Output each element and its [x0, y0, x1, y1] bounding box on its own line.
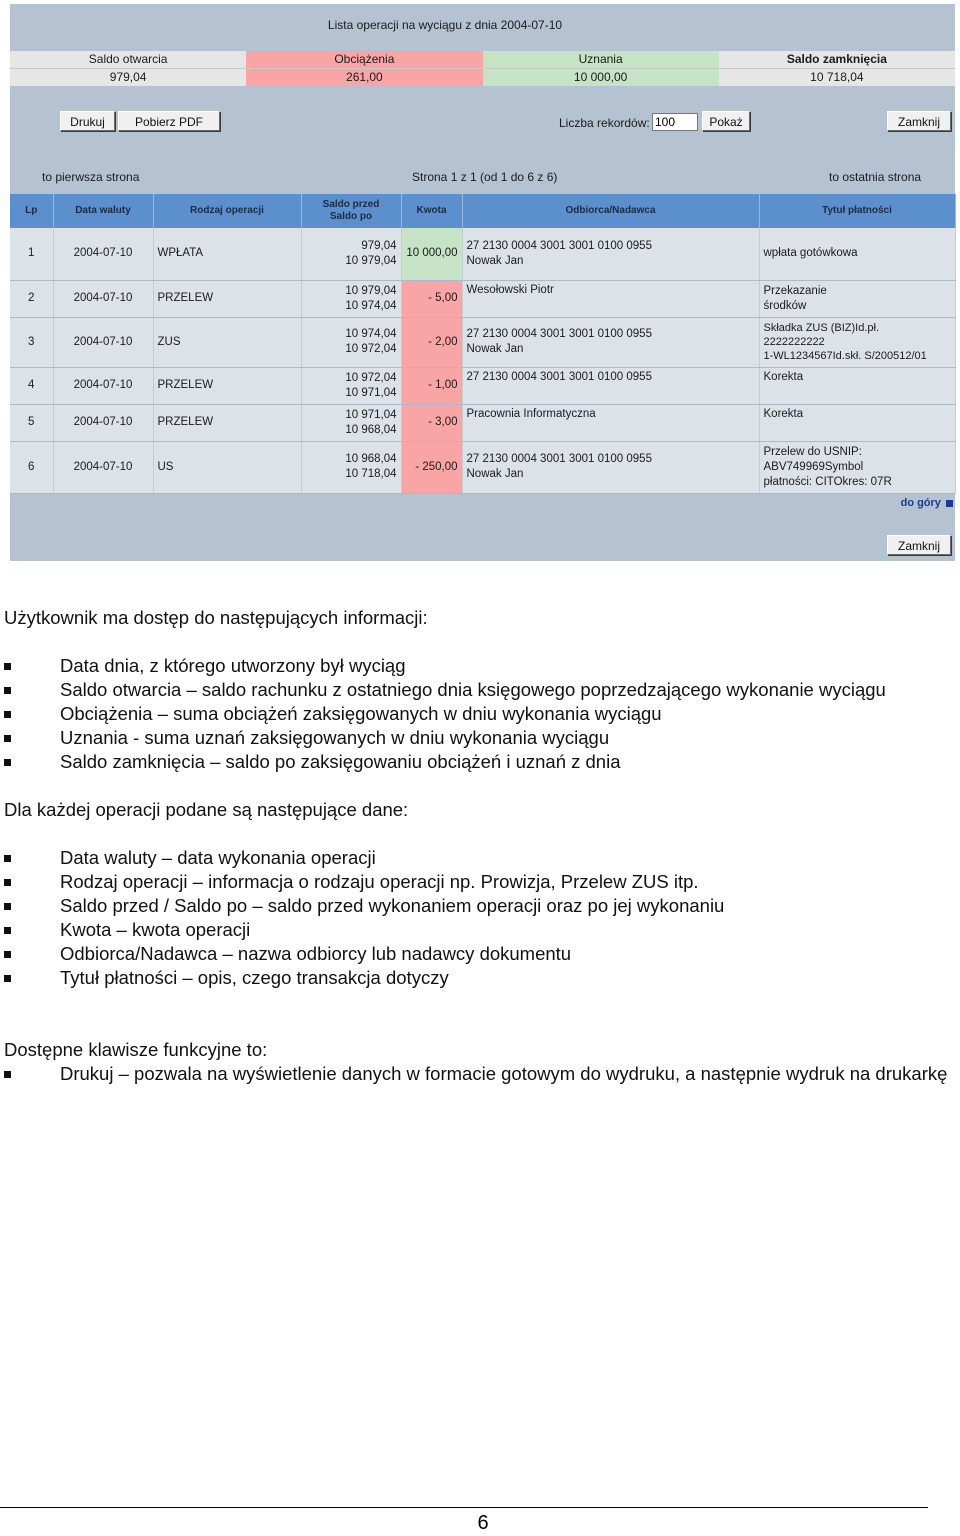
cell-date: 2004-07-10	[53, 228, 153, 280]
bullet-icon	[4, 975, 11, 982]
cell-amount: - 250,00	[401, 441, 462, 493]
bullet-icon	[4, 687, 11, 694]
scroll-top-label: do góry	[900, 497, 941, 509]
table-row[interactable]	[10, 367, 955, 404]
list-item: Saldo przed / Saldo po – saldo przed wykonaniem operacji oraz po jej wykonaniu	[4, 894, 954, 918]
list-item: Drukuj – pozwala na wyświetlenie danych w formacie gotowym do wydruku, a następnie wydruk na drukarkę	[4, 1062, 954, 1086]
cell-title: Przelew do USNIP: ABV749969Symbol płatności: CITOkres: 07R	[759, 441, 955, 493]
summary-header-debits: Obciążenia	[246, 51, 482, 68]
cell-party: 27 2130 0004 3001 3001 0100 0955 Nowak Jan	[462, 441, 759, 493]
summary-value-credits: 10 000,00	[483, 69, 719, 86]
cell-date: 2004-07-10	[53, 404, 153, 441]
cell-type: ZUS	[153, 317, 301, 367]
page-info: Strona 1 z 1 (od 1 do 6 z 6)	[412, 170, 558, 184]
cell-type: PRZELEW	[153, 367, 301, 404]
cell-amount: - 3,00	[401, 404, 462, 441]
cell-saldo: 10 971,04 10 968,04	[301, 404, 401, 441]
cell-saldo: 10 979,04 10 974,04	[301, 280, 401, 317]
list-item: Saldo zamknięcia – saldo po zaksięgowaniu obciążeń i uznań z dnia	[4, 750, 954, 774]
close-button-bottom[interactable]: Zamknij	[887, 535, 951, 555]
list-item: Obciążenia – suma obciążeń zaksięgowanych w dniu wykonania wyciągu	[4, 702, 954, 726]
window-title: Lista operacji na wyciągu z dnia 2004-07-10	[327, 18, 563, 32]
list-item: Rodzaj operacji – informacja o rodzaju operacji np. Prowizja, Przelew ZUS itp.	[4, 870, 954, 894]
ops-intro: Dla każdej operacji podane są następujące dane:	[4, 799, 409, 820]
cell-lp: 1	[10, 228, 53, 280]
cell-saldo: 10 968,04 10 718,04	[301, 441, 401, 493]
statement-window	[10, 4, 955, 561]
cell-lp: 2	[10, 280, 53, 317]
footer-rule	[0, 1507, 928, 1508]
last-page-link[interactable]: to ostatnia strona	[829, 170, 922, 184]
cell-party: 27 2130 0004 3001 3001 0100 0955	[462, 367, 759, 404]
cell-amount: 10 000,00	[401, 228, 462, 280]
cell-saldo: 979,04 10 979,04	[301, 228, 401, 280]
cell-title: Korekta	[759, 367, 955, 404]
bullet-icon	[4, 1071, 11, 1078]
col-header-operation-type[interactable]: Rodzaj operacji	[153, 194, 301, 228]
summary-value-opening: 979,04	[10, 69, 246, 86]
table-row[interactable]	[10, 228, 955, 280]
col-header-amount[interactable]: Kwota	[401, 194, 462, 228]
cell-party: Wesołowski Piotr	[462, 280, 759, 317]
cell-amount: - 1,00	[401, 367, 462, 404]
bullet-icon	[4, 903, 11, 910]
col-header-payment-title[interactable]: Tytuł płatności	[759, 194, 955, 228]
cell-type: WPŁATA	[153, 228, 301, 280]
list-item: Data dnia, z którego utworzony był wyciąg	[4, 654, 954, 678]
first-page-link[interactable]: to pierwsza strona	[42, 170, 140, 184]
list-item: Saldo otwarcia – saldo rachunku z ostatniego dnia księgowego poprzedzającego wykonanie wyciągu	[4, 678, 954, 702]
bullet-icon	[4, 879, 11, 886]
show-button[interactable]: Pokaż	[702, 111, 750, 131]
table-row[interactable]	[10, 280, 955, 317]
list-item: Data waluty – data wykonania operacji	[4, 846, 954, 870]
col-header-lp[interactable]: Lp	[10, 194, 53, 228]
info-list	[4, 654, 954, 774]
download-pdf-button[interactable]: Pobierz PDF	[118, 111, 220, 131]
table-row[interactable]	[10, 441, 955, 493]
summary-header-credits: Uznania	[483, 51, 719, 68]
ops-list	[4, 846, 954, 990]
summary-header-opening: Saldo otwarcia	[10, 51, 246, 68]
cell-date: 2004-07-10	[53, 441, 153, 493]
operations-table	[10, 194, 956, 494]
cell-date: 2004-07-10	[53, 317, 153, 367]
cell-title: Składka ZUS (BIZ)Id.pł. 2222222222 1-WL1234567Id.skł. S/200512/01	[759, 317, 955, 367]
cell-amount: - 2,00	[401, 317, 462, 367]
table-row[interactable]	[10, 404, 955, 441]
keys-intro: Dostępne klawisze funkcyjne to:	[4, 1039, 268, 1060]
cell-type: PRZELEW	[153, 404, 301, 441]
cell-type: PRZELEW	[153, 280, 301, 317]
page-number: 6	[477, 1512, 489, 1534]
cell-lp: 4	[10, 367, 53, 404]
scroll-top-link[interactable]	[901, 497, 953, 509]
print-button[interactable]: Drukuj	[60, 111, 115, 131]
cell-saldo: 10 974,04 10 972,04	[301, 317, 401, 367]
info-intro: Użytkownik ma dostęp do następujących informacji:	[4, 607, 428, 628]
cell-lp: 5	[10, 404, 53, 441]
table-row[interactable]	[10, 317, 955, 367]
document-body	[4, 606, 954, 1086]
cell-saldo: 10 972,04 10 971,04	[301, 367, 401, 404]
cell-lp: 3	[10, 317, 53, 367]
cell-title: Korekta	[759, 404, 955, 441]
cell-title: Przekazanie środków	[759, 280, 955, 317]
bullet-icon	[4, 735, 11, 742]
bullet-icon	[4, 927, 11, 934]
cell-party: 27 2130 0004 3001 3001 0100 0955 Nowak Jan	[462, 228, 759, 280]
bullet-icon	[4, 759, 11, 766]
col-header-value-date[interactable]: Data waluty	[53, 194, 153, 228]
summary-value-debits: 261,00	[246, 69, 482, 86]
table-header-row	[10, 194, 955, 228]
list-item: Odbiorca/Nadawca – nazwa odbiorcy lub nadawcy dokumentu	[4, 942, 954, 966]
list-item: Kwota – kwota operacji	[4, 918, 954, 942]
records-input[interactable]	[652, 113, 698, 131]
close-button-top[interactable]: Zamknij	[887, 111, 951, 131]
records-label: Liczba rekordów:	[559, 116, 650, 130]
col-header-balance[interactable]: Saldo przed Saldo po	[301, 194, 401, 228]
list-item: Uznania - suma uznań zaksięgowanych w dniu wykonania wyciągu	[4, 726, 954, 750]
cell-lp: 6	[10, 441, 53, 493]
cell-date: 2004-07-10	[53, 280, 153, 317]
cell-date: 2004-07-10	[53, 367, 153, 404]
cell-amount: - 5,00	[401, 280, 462, 317]
bullet-icon	[4, 855, 11, 862]
cell-party: Pracownia Informatyczna	[462, 404, 759, 441]
bullet-icon	[4, 663, 11, 670]
arrow-up-icon	[946, 500, 953, 507]
cell-party: 27 2130 0004 3001 3001 0100 0955 Nowak Jan	[462, 317, 759, 367]
col-header-party[interactable]: Odbiorca/Nadawca	[462, 194, 759, 228]
summary-panel	[10, 51, 955, 86]
bullet-icon	[4, 711, 11, 718]
list-item: Tytuł płatności – opis, czego transakcja dotyczy	[4, 966, 954, 990]
keys-list	[4, 1062, 954, 1086]
cell-type: US	[153, 441, 301, 493]
summary-value-closing: 10 718,04	[719, 69, 955, 86]
bullet-icon	[4, 951, 11, 958]
cell-title: wpłata gotówkowa	[759, 228, 955, 280]
summary-header-closing: Saldo zamknięcia	[719, 51, 955, 68]
